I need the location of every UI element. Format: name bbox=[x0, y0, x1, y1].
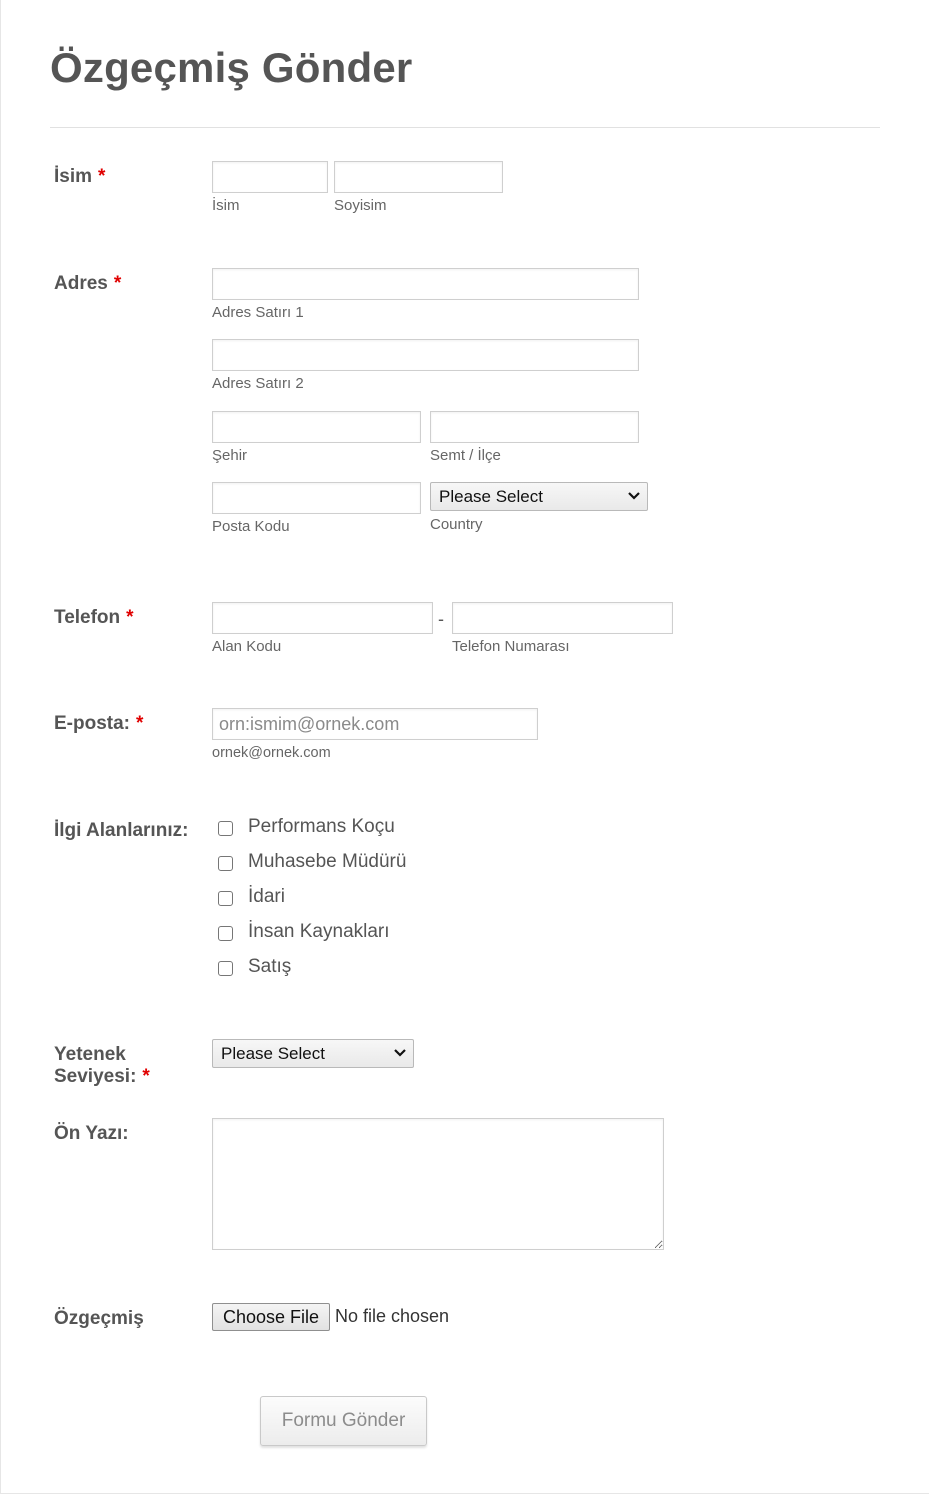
last-name-input[interactable] bbox=[334, 161, 503, 193]
name-label bbox=[54, 166, 105, 188]
checkbox-label[interactable]: Muhasebe Müdürü bbox=[248, 851, 407, 872]
checkbox-performans-kocu[interactable] bbox=[218, 821, 233, 836]
phone-label bbox=[54, 607, 134, 629]
country-select[interactable] bbox=[430, 482, 648, 511]
interests-label: İlgi Alanlarınız: bbox=[54, 820, 189, 841]
skill-level-select[interactable] bbox=[212, 1039, 414, 1068]
required-asterisk: * bbox=[98, 166, 106, 187]
email-input[interactable] bbox=[212, 708, 538, 740]
address-line2-sublabel: Adres Satırı 2 bbox=[212, 375, 304, 392]
address-line2-input[interactable] bbox=[212, 339, 639, 371]
last-name-sublabel: Soyisim bbox=[334, 197, 387, 214]
required-asterisk: * bbox=[126, 607, 134, 628]
required-asterisk: * bbox=[142, 1066, 150, 1087]
checkbox-label[interactable]: İdari bbox=[248, 886, 285, 907]
first-name-sublabel: İsim bbox=[212, 197, 240, 214]
district-sublabel: Semt / İlçe bbox=[430, 447, 501, 464]
resume-label: Özgeçmiş bbox=[54, 1308, 144, 1329]
city-input[interactable] bbox=[212, 411, 421, 443]
city-sublabel: Şehir bbox=[212, 447, 248, 464]
required-asterisk: * bbox=[113, 273, 122, 294]
checkbox-idari[interactable] bbox=[218, 891, 233, 906]
postal-code-sublabel: Posta Kodu bbox=[212, 518, 290, 535]
submit-button[interactable]: Formu Gönder bbox=[260, 1396, 427, 1446]
chevron-down-icon bbox=[627, 483, 641, 519]
first-name-input[interactable] bbox=[212, 161, 328, 193]
area-code-input[interactable] bbox=[212, 602, 433, 634]
email-sublabel: ornek@ornek.com bbox=[212, 745, 331, 761]
phone-label-text: Telefon bbox=[54, 607, 121, 628]
phone-number-sublabel: Telefon Numarası bbox=[452, 638, 570, 655]
district-input[interactable] bbox=[430, 411, 639, 443]
address-line1-input[interactable] bbox=[212, 268, 639, 300]
checkbox-label[interactable]: Satış bbox=[248, 956, 292, 977]
checkbox-satis[interactable] bbox=[218, 961, 233, 976]
form-title: Özgeçmiş Gönder bbox=[50, 44, 413, 91]
checkbox-label[interactable]: Performans Koçu bbox=[248, 816, 395, 837]
address-line1-sublabel: Adres Satırı 1 bbox=[212, 304, 304, 321]
cover-letter-label: Ön Yazı: bbox=[54, 1123, 129, 1144]
skill-level-label-line1: Yetenek bbox=[54, 1044, 126, 1065]
skill-level-label-line2: Seviyesi: bbox=[54, 1066, 137, 1087]
country-sublabel: Country bbox=[430, 516, 483, 533]
phone-number-input[interactable] bbox=[452, 602, 673, 634]
phone-separator: - bbox=[438, 609, 444, 629]
checkbox-insan-kaynaklari[interactable] bbox=[218, 926, 233, 941]
country-select-value: Please Select bbox=[439, 487, 543, 506]
choose-file-button[interactable]: Choose File bbox=[212, 1303, 330, 1331]
name-label-text: İsim bbox=[54, 166, 93, 187]
skill-level-label-line2-wrap bbox=[54, 1066, 150, 1088]
postal-code-input[interactable] bbox=[212, 482, 421, 514]
address-label-text: Adres bbox=[54, 273, 108, 294]
chevron-down-icon bbox=[393, 1040, 407, 1076]
file-status: No file chosen bbox=[335, 1306, 450, 1326]
skill-level-label bbox=[54, 1044, 150, 1088]
cover-letter-textarea[interactable] bbox=[212, 1118, 664, 1250]
checkbox-label[interactable]: İnsan Kaynakları bbox=[248, 921, 390, 942]
skill-level-select-value: Please Select bbox=[221, 1044, 325, 1063]
email-label-text: E-posta: bbox=[54, 713, 130, 734]
address-label bbox=[54, 273, 121, 295]
email-label bbox=[54, 713, 143, 735]
required-asterisk: * bbox=[136, 713, 144, 734]
title-divider bbox=[50, 127, 880, 128]
area-code-sublabel: Alan Kodu bbox=[212, 638, 282, 655]
checkbox-muhasebe-muduru[interactable] bbox=[218, 856, 233, 871]
